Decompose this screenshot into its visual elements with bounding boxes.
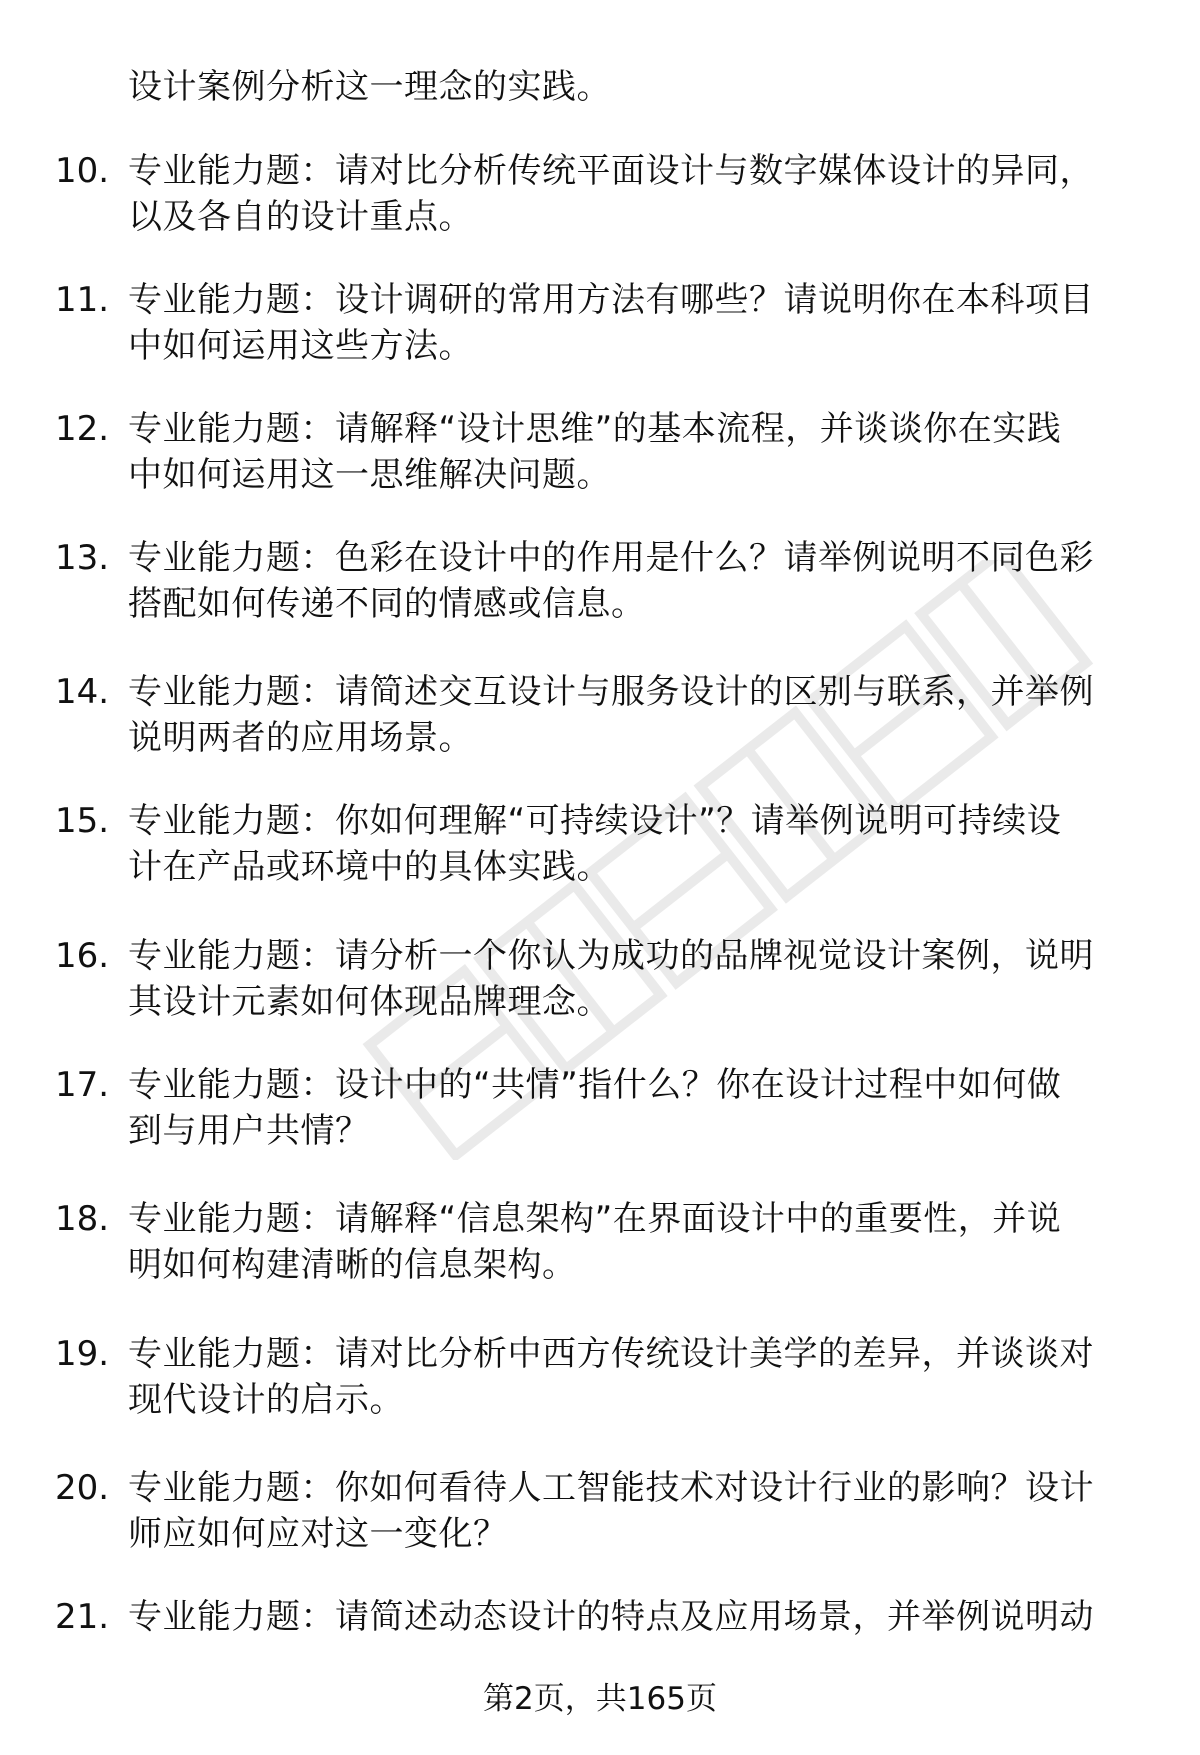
question-text-line-1: 专业能力题：你如何理解“可持续设计”？请举例说明可持续设 (128, 801, 1062, 841)
question-text-line-1: 专业能力题：请简述交互设计与服务设计的区别与联系，并举例 (128, 672, 1094, 712)
question-text-line-1: 专业能力题：请对比分析传统平面设计与数字媒体设计的异同， (128, 151, 1094, 191)
question-text-line-1: 专业能力题：设计调研的常用方法有哪些？请说明你在本科项目 (128, 280, 1094, 320)
question-number: 17. (55, 1065, 110, 1105)
question-text-line-2: 以及各自的设计重点。 (128, 197, 473, 237)
question-number: 12. (55, 409, 110, 449)
question-text-line-2: 中如何运用这一思维解决问题。 (128, 455, 611, 495)
intro-continuation: 设计案例分析这一理念的实践。 (128, 67, 611, 107)
question-text-line-2: 搭配如何传递不同的情感或信息。 (128, 584, 646, 624)
question-text-line-1: 专业能力题：请分析一个你认为成功的品牌视觉设计案例，说明 (128, 936, 1094, 976)
question-text-line-1: 专业能力题：请解释“设计思维”的基本流程，并谈谈你在实践 (128, 409, 1062, 449)
question-text-line-2: 说明两者的应用场景。 (128, 718, 473, 758)
question-text-line-1: 专业能力题：请对比分析中西方传统设计美学的差异，并谈谈对 (128, 1334, 1094, 1374)
question-text-line-2: 到与用户共情？ (128, 1111, 370, 1151)
question-text-line-2: 中如何运用这些方法。 (128, 326, 473, 366)
question-number: 15. (55, 801, 110, 841)
question-number: 16. (55, 936, 110, 976)
question-text-line-1: 专业能力题：你如何看待人工智能技术对设计行业的影响？设计 (128, 1468, 1094, 1508)
question-text-line-2: 现代设计的启示。 (128, 1380, 404, 1420)
question-text-line-2: 计在产品或环境中的具体实践。 (128, 847, 611, 887)
page-number-footer: 第2页，共165页 (483, 1681, 717, 1717)
question-number: 20. (55, 1468, 110, 1508)
question-text-line-2: 明如何构建清晰的信息架构。 (128, 1245, 577, 1285)
question-text-line-2: 其设计元素如何体现品牌理念。 (128, 982, 611, 1022)
question-text-line-1: 专业能力题：色彩在设计中的作用是什么？请举例说明不同色彩 (128, 538, 1094, 578)
question-number: 21. (55, 1597, 110, 1637)
question-text-line-1: 专业能力题：请解释“信息架构”在界面设计中的重要性，并说 (128, 1199, 1062, 1239)
question-text-line-1: 专业能力题：请简述动态设计的特点及应用场景，并举例说明动 (128, 1597, 1094, 1637)
question-number: 11. (55, 280, 110, 320)
question-number: 14. (55, 672, 110, 712)
question-text-line-2: 师应如何应对这一变化？ (128, 1514, 508, 1554)
question-text-line-1: 专业能力题：设计中的“共情”指什么？你在设计过程中如何做 (128, 1065, 1062, 1105)
question-number: 18. (55, 1199, 110, 1239)
question-number: 13. (55, 538, 110, 578)
question-number: 19. (55, 1334, 110, 1374)
question-number: 10. (55, 151, 110, 191)
